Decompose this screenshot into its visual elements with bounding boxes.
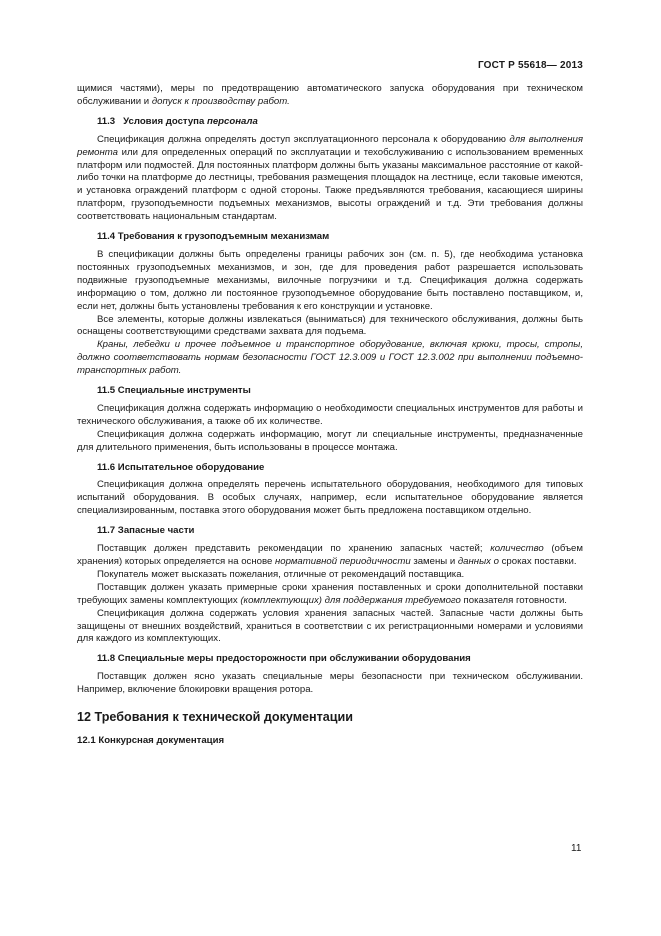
paragraph-11-7-2: Покупатель может высказать пожелания, отличные от рекомендаций поставщика. — [97, 568, 465, 580]
paragraph-11-5-2: Спецификация должна содержать информацию, могут ли специальные инструменты, предназначенные для длительного применения, быть использованы в процессе монтажа. — [77, 428, 583, 453]
section-11-4-heading: 11.4 Требования к грузоподъемным механизмам — [97, 231, 330, 243]
paragraph-11-7-1: Поставщик должен представить рекомендации по хранению запасных частей; количество (объем хранения) которых определяется на основе нормативной периодичности замены и данных о сроках поставки. — [77, 543, 583, 567]
paragraph-11-8-1: Поставщик должен ясно указать специальные меры безопасности при техническом обслуживании. Например, включение блокировки вращения ротора. — [77, 671, 583, 696]
paragraph-11-7-3: Поставщик должен указать примерные сроки хранения поставленных и сроки дополнительной поставки требующих замены комплектующих (комплектующих) для поддержания требуемого показателя готовности. — [77, 581, 583, 606]
page-content — [77, 83, 583, 753]
section-11-6-heading: 11.6 Испытательное оборудование — [97, 461, 265, 473]
paragraph-11-3: Спецификация должна определять доступ эксплуатационного персонала к оборудованию для выполнения ремонта или для определенных операций по эксплуатации и техобслуживанию с использованием временных платформ или подмостей. Для постоянных платформ должны быть указаны максимальное расстояние от какой-либо точки на платформе до лестницы, требования размещения площадок на лестнице, если таковые имеются, и установка ограждений платформ с одной стороны. Также предъявляются требования, касающиеся ширины платформ, грузоподъемности подъемных механизмов, высоты ограждений и т.д. Эти требования должны соответствовать национальным стандартам. — [77, 133, 583, 223]
paragraph-11-4-2: Все элементы, которые должны извлекаться (выниматься) для технического обслуживания, должны быть оснащены соответствующими средствами захвата для подъема. — [77, 313, 583, 338]
page-number: 11 — [571, 843, 582, 854]
section-11-8-heading: 11.8 Специальные меры предосторожности при обслуживании оборудования — [97, 653, 471, 665]
paragraph-11-7-4: Спецификация должна содержать условия хранения запасных частей. Запасные части должны быть защищены от внешних воздействий, храниться в соответствии с их регистрационными номерами и условиями для каждого из комплектующих. — [77, 607, 583, 645]
section-12-1-heading: 12.1 Конкурсная документация — [77, 735, 225, 747]
paragraph-11-5-1: Спецификация должна содержать информацию о необходимости специальных инструментов для работы и технического обслуживания, а также об их количестве. — [77, 402, 583, 427]
section-11-5-heading: 11.5 Специальные инструменты — [97, 385, 251, 397]
paragraph-11-4-1: В спецификации должны быть определены границы рабочих зон (см. п. 5), где необходима установка постоянных грузоподъемных механизмов, и зон, где для проведения работ разрешается использовать подвижные грузоподъемные механизмы, вилочные погрузчики и т.д. Спецификация должна содержать информацию о том, должно ли постоянное грузоподъемное оборудование быть поставлено поставщиком, и, если нет, должны быть установлены требования к его конструкции и установке. — [77, 248, 583, 312]
document-id-header: ГОСТ Р 55618— 2013 — [477, 60, 583, 71]
continued-paragraph: щимися частями), меры по предотвращению автоматического запуска оборудования при техническом обслуживании и допуск к производству работ. — [77, 83, 583, 107]
section-12-heading: 12 Требования к технической документации — [77, 710, 354, 725]
paragraph-11-4-3: Краны, лебедки и прочее подъемное и транспортное оборудование, включая крюки, тросы, стропы, должно соответствовать нормам безопасности ГОСТ 12.3.009 и ГОСТ 12.3.002 при выполнении подъемно-транспортных работ. — [77, 339, 583, 377]
paragraph-11-6-1: Спецификация должна определять перечень испытательного оборудования, необходимого для типовых испытаний оборудования. В особых случаях, например, если испытательное оборудование является специализированным, поставка этого оборудования может быть предложена поставщиком отдельно. — [77, 479, 583, 517]
section-11-7-heading: 11.7 Запасные части — [97, 525, 195, 537]
section-11-3-heading: 11.3 Условия доступа персонала — [97, 115, 258, 127]
